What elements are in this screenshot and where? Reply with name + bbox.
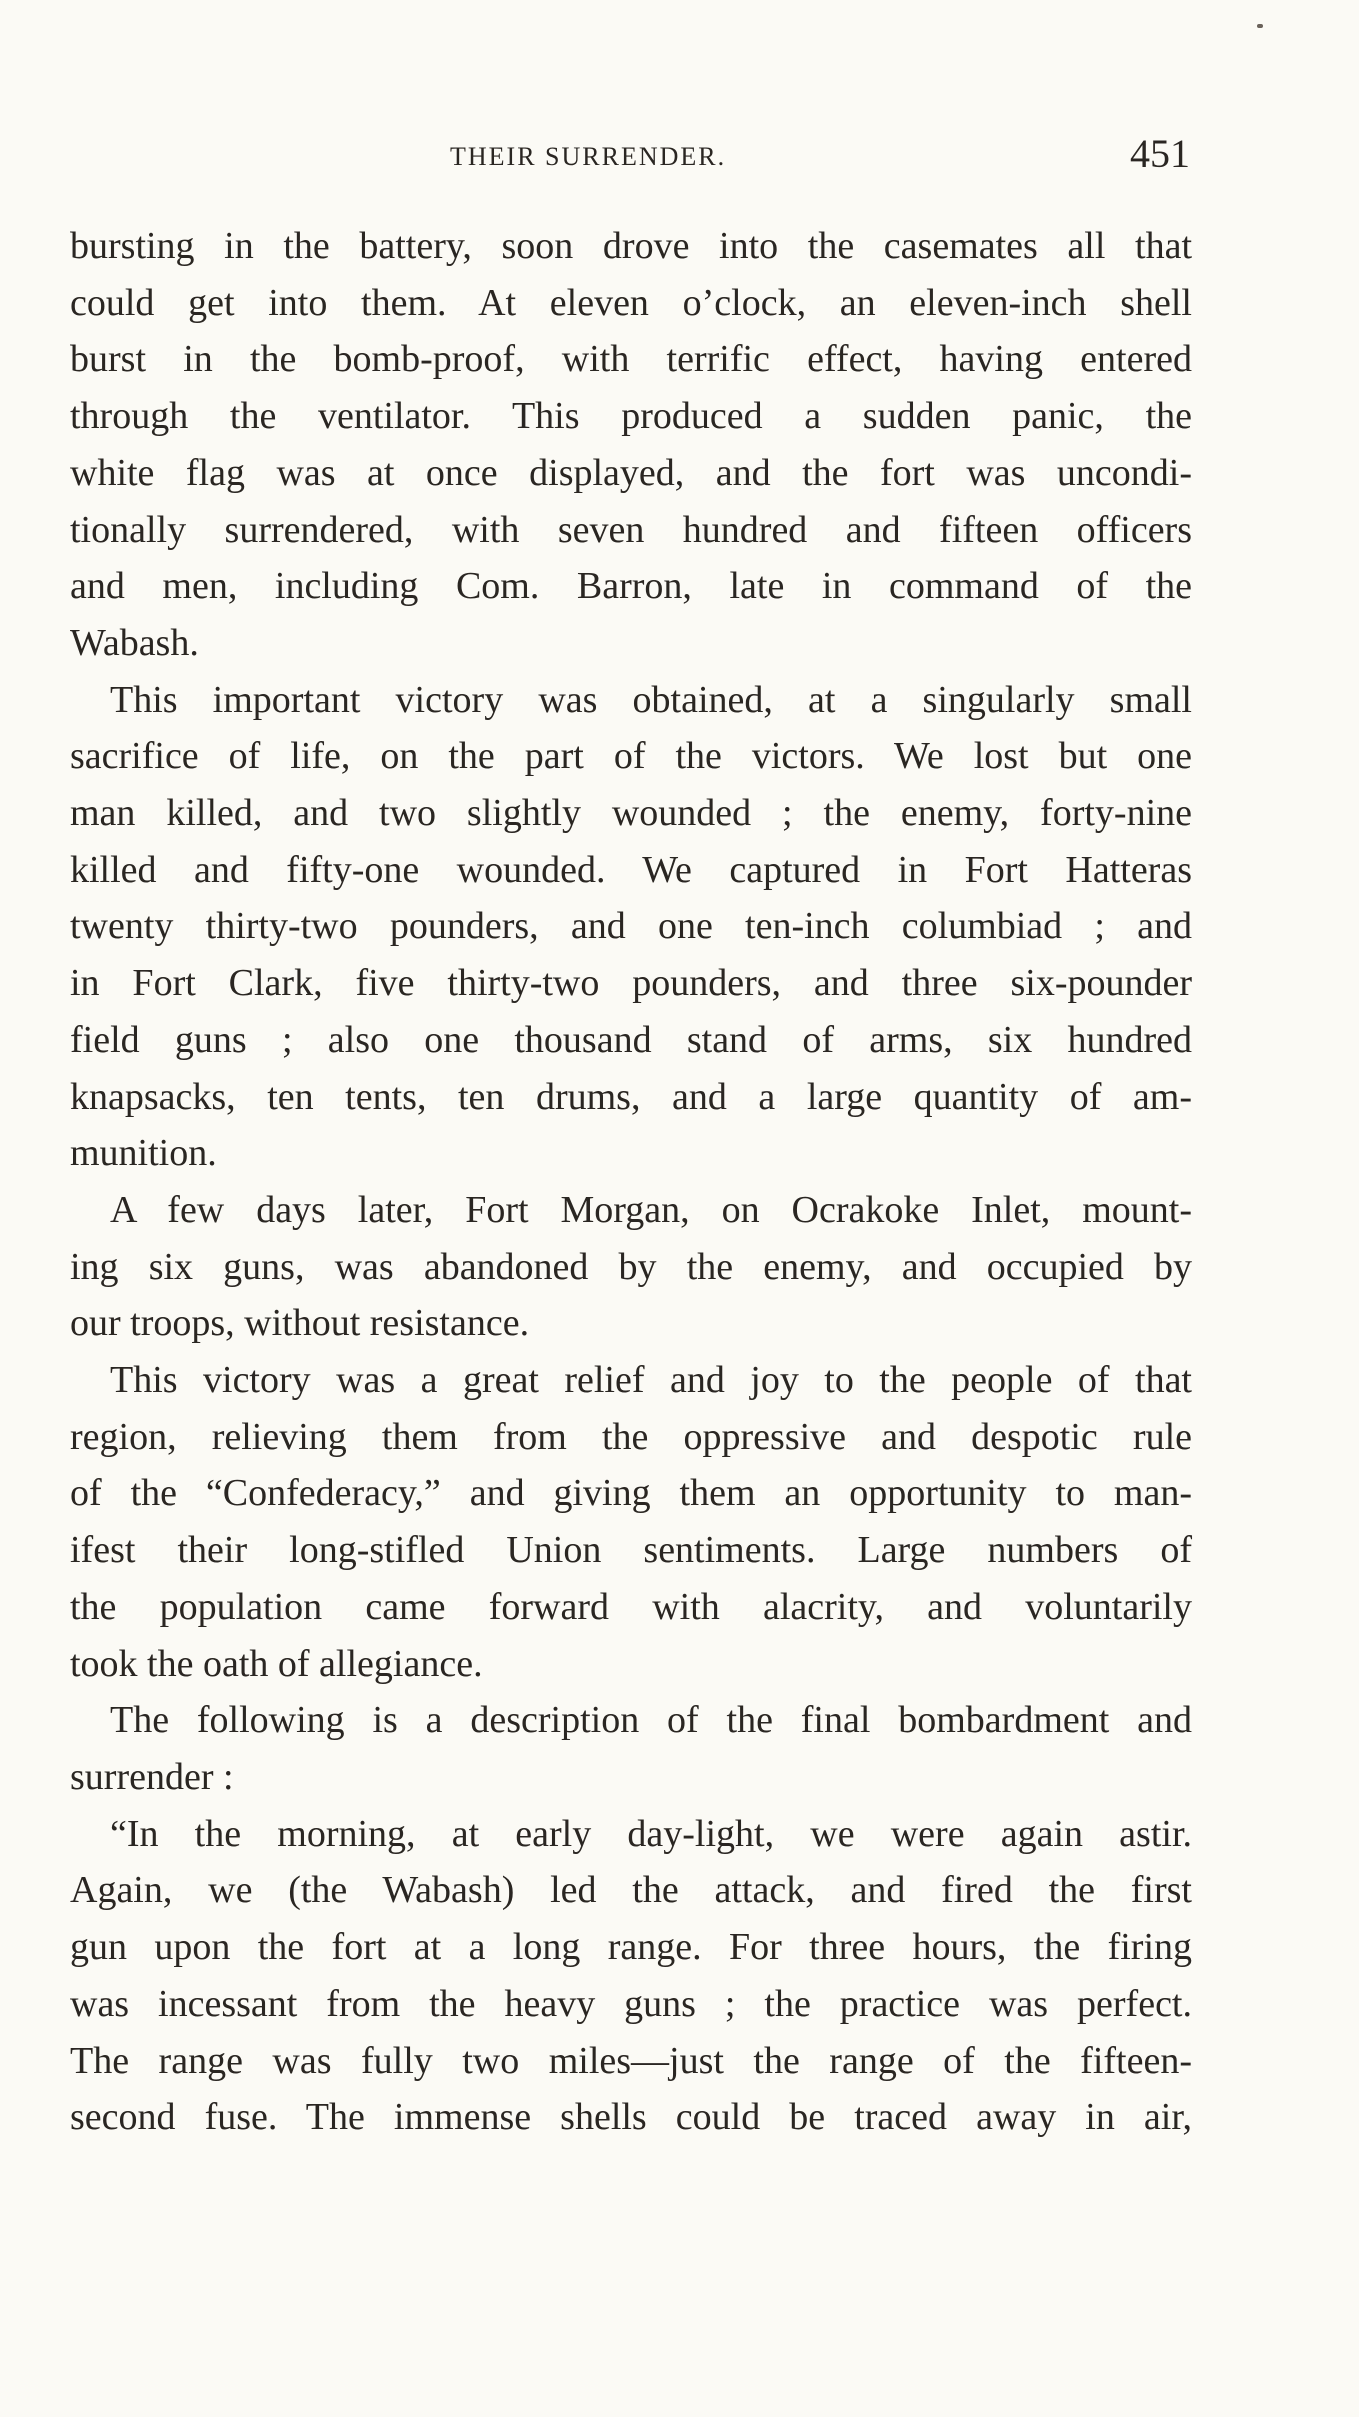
- text-line: and men, including Com. Barron, late in command of the: [70, 565, 1192, 608]
- text-line: twenty thirty-two pounders, and one ten-inch columbiad ; and: [70, 905, 1192, 948]
- text-line: was incessant from the heavy guns ; the practice was perfect.: [70, 1982, 1192, 2025]
- text-line: ifest their long-stifled Union sentiments. Large numbers of: [70, 1529, 1192, 1572]
- text-line: “In the morning, at early day-light, we were again astir.: [110, 1812, 1192, 1855]
- text-line: knapsacks, ten tents, ten drums, and a large quantity of am-: [70, 1075, 1192, 1118]
- text-line: This victory was a great relief and joy to the people of that: [110, 1359, 1192, 1402]
- text-line: burst in the bomb-proof, with terrific effect, having entered: [70, 338, 1192, 381]
- text-line: through the ventilator. This produced a sudden panic, the: [70, 395, 1192, 438]
- text-line: tionally surrendered, with seven hundred and fifteen officers: [70, 508, 1192, 551]
- text-line: took the oath of allegiance.: [70, 1642, 483, 1685]
- text-line: munition.: [70, 1132, 217, 1175]
- text-line: sacrifice of life, on the part of the victors. We lost but one: [70, 735, 1192, 778]
- paper-speck: [1257, 24, 1263, 28]
- text-line: bursting in the battery, soon drove into the casemates all that: [70, 225, 1192, 267]
- text-line: second fuse. The immense shells could be traced away in air,: [70, 2096, 1192, 2139]
- text-line: could get into them. At eleven o’clock, an eleven-inch shell: [70, 281, 1192, 324]
- text-line: The following is a description of the final bombardment and: [110, 1699, 1192, 1742]
- text-line: the population came forward with alacrity, and voluntarily: [70, 1585, 1192, 1628]
- page-header: [70, 131, 1190, 188]
- text-line: Wabash.: [70, 621, 199, 664]
- text-line: Again, we (the Wabash) led the attack, and fired the first: [70, 1869, 1192, 1912]
- text-line: in Fort Clark, five thirty-two pounders, and three six-pounder: [70, 962, 1192, 1005]
- text-line: This important victory was obtained, at a singularly small: [110, 678, 1192, 721]
- page-number: 451: [1130, 131, 1190, 176]
- text-line: white flag was at once displayed, and the fort was uncondi-: [70, 451, 1192, 494]
- body-text: [70, 218, 1192, 2146]
- text-line: our troops, without resistance.: [70, 1302, 530, 1345]
- text-line: surrender :: [70, 1755, 234, 1798]
- running-title: THEIR SURRENDER.: [450, 142, 727, 171]
- text-line: region, relieving them from the oppressive and despotic rule: [70, 1415, 1192, 1458]
- text-line: killed and fifty-one wounded. We captured in Fort Hatteras: [70, 848, 1192, 891]
- text-line: ing six guns, was abandoned by the enemy, and occupied by: [70, 1245, 1192, 1288]
- text-line: of the “Confederacy,” and giving them an opportunity to man-: [70, 1472, 1192, 1515]
- text-line: A few days later, Fort Morgan, on Ocrakoke Inlet, mount-: [110, 1188, 1192, 1231]
- text-line: man killed, and two slightly wounded ; the enemy, forty-nine: [70, 792, 1192, 835]
- text-line: The range was fully two miles—just the range of the fifteen-: [70, 2039, 1192, 2082]
- text-line: gun upon the fort at a long range. For three hours, the firing: [70, 1926, 1192, 1969]
- text-line: field guns ; also one thousand stand of arms, six hundred: [70, 1018, 1192, 1061]
